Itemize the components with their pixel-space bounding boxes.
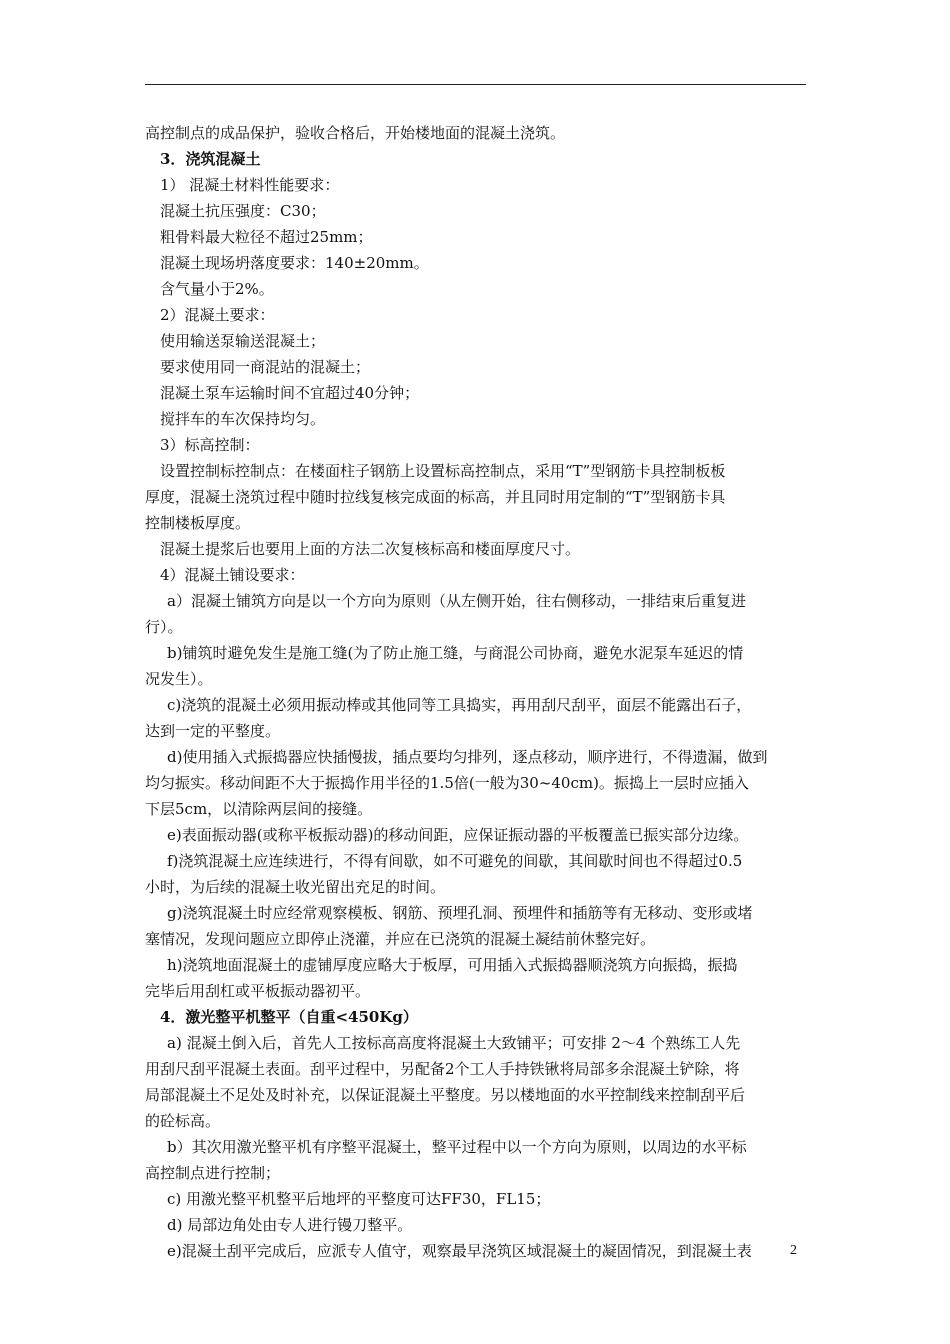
text-line: 达到一定的平整度。 (145, 722, 281, 740)
text-line: 高控制点进行控制； (145, 1164, 281, 1182)
text-line: f)浇筑混凝土应连续进行，不得有间歇，如不可避免的间歇，其间歇时间也不得超过0.5 (167, 852, 743, 870)
text-line: 3）标高控制： (160, 436, 260, 454)
text-line: e)表面振动器(或称平板振动器)的移动间距，应保证振动器的平板覆盖已振实部分边缘。 (167, 826, 749, 844)
text-line: 的砼标高。 (145, 1112, 221, 1130)
text-line: 混凝土现场坍落度要求：140±20mm。 (160, 254, 429, 272)
text-line: 2）混凝土要求： (160, 306, 275, 324)
section-heading: 3．浇筑混凝土 (160, 150, 261, 168)
text-line: 厚度，混凝土浇筑过程中随时拉线复核完成面的标高，并且同时用定制的“T”型钢筋卡具 (145, 488, 726, 506)
text-line: 粗骨料最大粒径不超过25mm； (160, 228, 373, 246)
text-line: 完毕后用刮杠或平板振动器初平。 (145, 982, 371, 1000)
text-line: e)混凝土刮平完成后，应派专人值守，观察最早浇筑区域混凝土的凝固情况，到混凝土表 (167, 1242, 752, 1260)
header-rule (145, 84, 806, 85)
text-line: c) 用激光整平机整平后地坪的平整度可达FF30，FL15； (167, 1190, 551, 1208)
text-line: g)浇筑混凝土时应经常观察模板、钢筋、预埋孔洞、预埋件和插筋等有无移动、变形或堵 (167, 904, 753, 922)
text-line: 况发生）。 (145, 670, 213, 688)
text-line: 混凝土泵车运输时间不宜超过40分钟； (160, 384, 420, 402)
text-line: d) 局部边角处由专人进行镘刀整平。 (167, 1216, 413, 1234)
text-line: c)浇筑的混凝土必须用振动棒或其他同等工具捣实，再用刮尺刮平，面层不能露出石子， (167, 696, 752, 714)
text-line: 4）混凝土铺设要求： (160, 566, 305, 584)
text-line: 混凝土抗压强度：C30； (160, 202, 326, 220)
text-line: 塞情况，发现问题应立即停止浇灌，并应在已浇筑的混凝土凝结前休整完好。 (145, 930, 656, 948)
text-line: b)铺筑时避免发生是施工缝(为了防止施工缝，与商混公司协商，避免水泥泵车延迟的情 (167, 644, 744, 662)
page-number: 2 (790, 1243, 797, 1258)
document-body (145, 120, 806, 1264)
text-line: 使用输送泵输送混凝土； (160, 332, 326, 350)
text-line: 要求使用同一商混站的混凝土； (160, 358, 371, 376)
text-line: 控制楼板厚度。 (145, 514, 251, 532)
text-line: b）其次用激光整平机有序整平混凝土，整平过程中以一个方向为原则，以周边的水平标 (167, 1138, 747, 1156)
text-line: a) 混凝土倒入后，首先人工按标高高度将混凝土大致铺平；可安排 2～4 个熟练工人先 (167, 1034, 741, 1052)
text-line: 局部混凝土不足处及时补充，以保证混凝土平整度。另以楼地面的水平控制线来控制刮平后 (145, 1086, 746, 1104)
text-line: 均匀振实。移动间距不大于振捣作用半径的1.5倍(一般为30~40cm)。振捣上一层时应插入 (145, 774, 749, 792)
text-line: 高控制点的成品保护，验收合格后，开始楼地面的混凝土浇筑。 (145, 124, 566, 142)
section-heading: 4．激光整平机整平（自重<450Kg） (160, 1008, 418, 1026)
text-line: 小时，为后续的混凝土收光留出充足的时间。 (145, 878, 446, 896)
text-line: 行）。 (145, 618, 183, 636)
text-line: 设置控制标控制点：在楼面柱子钢筋上设置标高控制点，采用“T”型钢筋卡具控制板板 (160, 462, 726, 480)
text-line: 用刮尺刮平混凝土表面。刮平过程中，另配备2个工人手持铁锹将局部多余混凝土铲除，将 (145, 1060, 740, 1078)
text-line: 混凝土提浆后也要用上面的方法二次复核标高和楼面厚度尺寸。 (160, 540, 581, 558)
text-line: a）混凝土铺筑方向是以一个方向为原则（从左侧开始，往右侧移动，一排结束后重复进 (167, 592, 746, 610)
text-line: 下层5cm，以清除两层间的接缝。 (145, 800, 373, 818)
text-line: 含气量小于2%。 (160, 280, 274, 298)
text-line: d)使用插入式振捣器应快插慢拔，插点要均匀排列，逐点移动，顺序进行，不得遗漏，做到 (167, 748, 768, 766)
text-line: h)浇筑地面混凝土的虚铺厚度应略大于板厚，可用插入式振捣器顺浇筑方向振捣，振捣 (167, 956, 738, 974)
text-line: 1） 混凝土材料性能要求： (160, 176, 340, 194)
text-line: 搅拌车的车次保持均匀。 (160, 410, 326, 428)
